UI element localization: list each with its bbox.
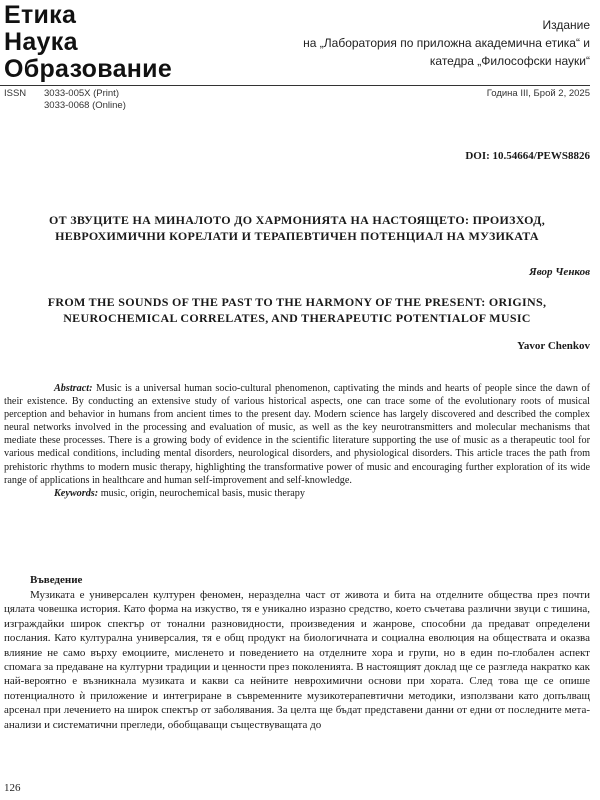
issn-numbers	[44, 88, 126, 112]
abstract-label: Abstract:	[54, 383, 93, 394]
abstract-section	[4, 382, 590, 500]
publisher-line-3: катедра „Философски науки“	[429, 54, 590, 68]
article-title-en: FROM THE SOUNDS OF THE PAST TO THE HARMONY OF THE PRESENT: ORIGINS, NEUROCHEMICAL CORRELATES, AND THERAPEUTIC POTENTIALOF MUSIC	[47, 295, 547, 325]
publisher-line-2: на „Лаборатория по приложна академична етика“ и	[303, 36, 590, 50]
issn-block	[4, 88, 126, 112]
header-divider	[0, 85, 590, 86]
abstract-text: Music is a universal human socio-cultural phenomenon, captivating the minds and hearts of people since the dawn of their existence. By conducting an extensive study of various historical aspects, one can trace some of the evolutionary roots of musical perception and behavior in humans from ancient times to the present day. Modern science has largely discovered and described the complex neural networks involved in the processing and evaluation of music, as well as the key neurotransmitters and molecular mechanisms that mediate these processes. There is a growing body of evidence in the scientific literature supporting the use of music as a therapeutic tool for various medical conditions, including mental disorders, neurological disorders, and physiological disorders. This article traces the path from prehistoric rhythms to modern music therapy, highlighting the transformative power of music and encouraging further exploration of its wide range of applications in healthcare and human self-improvement and self-knowledge.	[4, 383, 590, 486]
issn-print: 3033-005X (Print)	[44, 88, 119, 99]
journal-title-line-2: Наука	[4, 28, 78, 56]
issn-label: ISSN	[4, 88, 27, 99]
keywords-line	[4, 487, 590, 500]
introduction-section	[4, 588, 590, 732]
page-number: 126	[4, 782, 21, 794]
article-title-bg: ОТ ЗВУЦИТЕ НА МИНАЛОТО ДО ХАРМОНИЯТА НА НАСТОЯЩЕТО: ПРОИЗХОД, НЕВРОХИМИЧНИ КОРЕЛАТИ И ТЕРАПЕВТИЧЕН ПОТЕНЦИАЛ НА МУЗИКАТА	[48, 213, 545, 243]
introduction-paragraph: Музиката е универсален културен феномен, неразделна част от живота и бита на отделните общества през почти цялата човешка история. Като форма на изкуство, тя е уникално изразно средство, което съчетава различни звуци с тишина, изграждайки широк спектър от тонални разновидности, произведения и жанрове, способни да предават определени послания. Като културална универсалия, тя е общ продукт на биологичната и социална еволюция на обществата и оказва влияние не само върху емоциите, мисленето и поведението на отделните хора и групи, но в един по-глобален аспект спомага за предаване на културни традиции и ценности през поколенията. В настоящият доклад ще се разгледа накратко как най-вероятно е възникнала музиката и какви са нейните неврохимични основи при хората. След това ще се опише потенциалното ѝ приложение и интегриране в съвременните музикотерапевтични методики, използвани като допълващ арсенал при лечението на широк спектър от заболявания. За целта ще бъдат представени данни от едни от последните мета-анализи и систематични прегледи, обобщаващи съществуващата до	[4, 589, 590, 731]
introduction-heading: Въведение	[30, 574, 83, 586]
publisher-info	[303, 16, 590, 70]
keywords-text: music, origin, neurochemical basis, music therapy	[98, 487, 305, 499]
publisher-line-1: Издание	[542, 18, 590, 32]
abstract-paragraph	[4, 382, 590, 487]
author-name-en: Yavor Chenkov	[517, 340, 590, 352]
issue-info: Година III, Брой 2, 2025	[486, 88, 590, 99]
keywords-label: Keywords:	[54, 487, 99, 499]
journal-title	[4, 2, 172, 83]
journal-title-line-1: Етика	[4, 1, 77, 29]
issn-online: 3033-0068 (Online)	[44, 100, 126, 111]
doi-link[interactable]: DOI: 10.54664/PEWS8826	[465, 150, 590, 162]
journal-title-line-3: Образование	[4, 55, 173, 83]
author-name-bg: Явор Ченков	[529, 266, 590, 278]
